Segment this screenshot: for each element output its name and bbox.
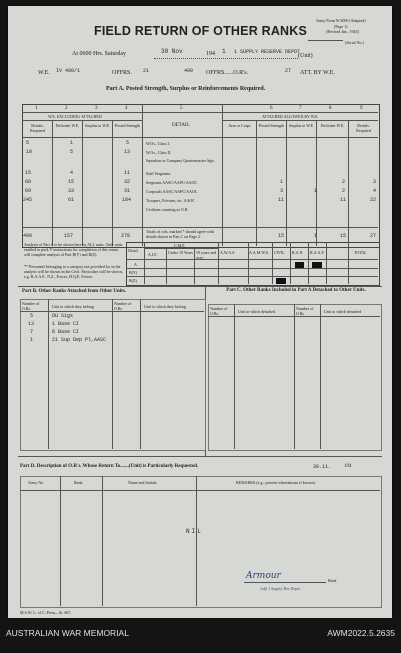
offrs-typed: 21 [143, 68, 150, 74]
analysis-row-a: A [134, 262, 137, 267]
part-b-col-number-2: Number of O.Rs. [114, 301, 132, 311]
part-a-title: Part A. Posted Strength, Surplus or Reinforcements Required. [106, 86, 266, 92]
footer-right: AWM2022.5.2635 [327, 628, 395, 638]
part-d-col-armyno: Army No. [28, 480, 45, 485]
analysis-raaf: R.A.A.F. [310, 250, 325, 255]
row-detail: Squadron or Company Quartermaster Sgts. [146, 158, 215, 163]
row-detail: W.Os., Class II. [146, 150, 172, 155]
col-num-2: 2 [65, 106, 68, 111]
printer-line: M.S.W. L. of C. Press—St. 667. [20, 610, 72, 615]
serial-label: (Serial No.) [345, 40, 364, 45]
row-posted-att: 11 [278, 197, 285, 203]
group-left-header: W.E. EXCLUDING ATTACHED [48, 114, 102, 119]
offrs-label: OFFRS. [112, 70, 132, 76]
part-d-date: 30.11. [313, 464, 332, 470]
row-deficient: 1 [70, 140, 74, 146]
row-detail: Staff Sergeants. [146, 171, 172, 176]
row-reinf-att: 4 [373, 188, 377, 194]
row-reinf: 10 [26, 149, 33, 155]
form-sheet [8, 6, 392, 618]
unit-label: (Unit) [298, 53, 313, 59]
col-num-5: 5 [180, 106, 183, 111]
total-reinf: 400 [23, 233, 33, 239]
row-deficient: 4 [70, 170, 74, 176]
row-posted: 31 [124, 188, 131, 194]
part-b-unit: 6 Base CI [52, 329, 80, 335]
row-posted: 13 [124, 149, 131, 155]
row-deficient-att: 2 [342, 179, 346, 185]
hdr-detail: DETAIL [172, 123, 190, 128]
att-by-we: ATT. BY W.E. [300, 70, 335, 76]
analysis-awas: A.W.A.S. [220, 250, 236, 255]
row-detail: Troopers, Privates, etc. AAOC [146, 198, 195, 203]
col-num-3: 3 [95, 106, 98, 111]
row-reinf: 15 [25, 170, 32, 176]
col-num-6: 6 [270, 106, 273, 111]
unit-typed: 1 SUPPLY RESERVE DEPOT [234, 49, 301, 55]
part-c-col-unit-2: Unit to which detached [324, 309, 362, 314]
row-posted-att: 3 [280, 188, 284, 194]
analysis-note: Analysis of Part A to be shown here by ALL units. Only units entitled to pack Y instructions for completion of this return will complete analysis of Part B(Y) and B(Z). [24, 242, 123, 257]
total-posted: 278 [121, 233, 131, 239]
hdr-surplus-att: Surplus to W.E. [288, 123, 315, 128]
hdr-surplus: Surplus to W.E. [84, 123, 111, 128]
col-num-7: 7 [299, 106, 302, 111]
part-d-col-rank: Rank [74, 480, 83, 485]
row-detail: Sergeants AASC/AAPC/AAOC [146, 180, 198, 185]
row-deficient: 33 [68, 188, 75, 194]
row-deficient-att: 11 [340, 197, 347, 203]
analysis-row-bz: B(Z) [129, 278, 137, 283]
page-title: FIELD RETURN OF OTHER RANKS [94, 24, 308, 38]
part-c-col-unit: Unit to which detached [238, 309, 276, 314]
row-posted-att: 1 [280, 179, 284, 185]
part-b-col-unit-2: Unit to which they belong [144, 304, 186, 309]
analysis-row-by: B(Y) [129, 270, 138, 275]
row-reinf: 60 [25, 179, 32, 185]
part-b-n: 13 [28, 321, 35, 327]
part-b-n: 5 [30, 313, 34, 319]
ors-we-typed: 400 [184, 68, 194, 74]
hdr-posted-att: Posted Strength [258, 123, 285, 128]
ors-att-typed: 27 [285, 68, 292, 74]
row-detail: Civilians counting as O.R. [146, 207, 189, 212]
total-posted-att: 15 [278, 233, 285, 239]
row-detail: Corporals AASC/AAPC/AAOC [146, 189, 198, 194]
part-b-unit: 21 Sup Dep Pl,AASC [52, 337, 107, 343]
total-surplus-att: 1 [314, 233, 318, 239]
part-b-col-number: Number of O.Rs. [22, 301, 40, 311]
footer-left: AUSTRALIAN WAR MEMORIAL [6, 628, 129, 638]
row-posted: 184 [122, 197, 132, 203]
total-deficient-att: 15 [340, 233, 347, 239]
row-reinf-att: 22 [370, 197, 377, 203]
row-detail: W.Os., Class I. [146, 141, 170, 146]
row-deficient: 15 [68, 179, 75, 185]
part-d-title: Part D. Description of O.R's. Whose Return To.......(Unit) is Particularly Requested. [20, 464, 199, 469]
hdr-deficient-att: Deficient W.E. [320, 123, 345, 128]
part-d-col-name: Name and Initials [128, 480, 157, 485]
row-surplus-att: 1 [314, 188, 318, 194]
part-b-title: Part B. Other Ranks Attached from Other Units. [22, 289, 127, 294]
part-d-entry: NIL [186, 528, 203, 535]
analysis-aif: A.I.F. [148, 252, 158, 257]
row-deficient: 61 [68, 197, 75, 203]
row-posted: 11 [124, 170, 131, 176]
signature-caption: Adjt 1 Supply Res Depot [260, 586, 301, 591]
row-deficient-att: 2 [342, 188, 346, 194]
year-prefix: 194 [206, 51, 215, 57]
part-c-col-number-2: Number of O.Rs. [296, 306, 314, 316]
part-b-col-unit: Unit to which they belong [52, 304, 94, 309]
row-deficient: 5 [70, 149, 74, 155]
part-c-title: Part C. Other Ranks Included in Part A Detached to Other Units. [226, 288, 366, 293]
row-posted: 32 [124, 179, 131, 185]
form-revised: (Revised Jan., 1943) [326, 29, 359, 34]
we-label: W.E. [38, 70, 50, 76]
part-b-n: 7 [30, 329, 34, 335]
hdr-posted: Posted Strength [114, 123, 141, 128]
row-reinf: 5 [26, 140, 30, 146]
year-digit: 1 [222, 48, 226, 55]
analysis-note-2: ** Personnel belonging to a category not provided for in the analysis will be shown in the Civil. Particulars will be shown, e.g. R.A.A.F., N.Z., Forces, H.Q.E. Forces. [24, 264, 123, 279]
form-page: (Page 1) [334, 24, 348, 29]
row-posted: 5 [126, 140, 130, 146]
analysis-ran: R.A.N. [292, 250, 304, 255]
col-num-1: 1 [35, 106, 38, 111]
part-c-col-number: Number of O.Rs. [210, 306, 228, 316]
at-label: At 0600 Hrs. Saturday [72, 51, 126, 57]
part-d-year: 194 [344, 464, 352, 469]
adjutant-signature: Armour [246, 571, 281, 581]
part-b-unit: 1 Base CI [52, 321, 80, 327]
totals-label: Totals of cols. marked * should agree with details shown in Part C on Page 2. [146, 229, 214, 239]
analysis-detail: Detail [128, 248, 138, 253]
analysis-19over: 19 years and over [196, 250, 217, 260]
row-reinf: 69 [25, 188, 32, 194]
col-num-4: 4 [125, 106, 128, 111]
form-number: Army Form W.3009 (Adapted) [316, 18, 366, 23]
part-b-n: 1 [30, 337, 34, 343]
date-typed: 30 Nov [161, 48, 183, 55]
total-reinf-att: 27 [370, 233, 377, 239]
we-typed: IV 400/1 [56, 68, 81, 74]
row-reinf-att: 3 [373, 179, 377, 185]
col-num-9: 9 [360, 106, 363, 111]
part-b-unit: DU Sigs [52, 313, 74, 319]
analysis-total: TOTAL [354, 250, 367, 255]
analysis-civil: CIVIL [274, 250, 285, 255]
analysis-aamws: A.A.M.W.S. [249, 250, 269, 255]
analysis-under19: Under 19 Years [168, 250, 193, 255]
rank-label: Rank [328, 578, 337, 583]
part-d-col-remarks: REMARKS (e.g., present whereabouts if known). [236, 480, 316, 485]
hdr-reinf-att: Reinfts. Required [356, 123, 371, 133]
hdr-deficient: Deficient W.E. [55, 123, 80, 128]
col-num-8: 8 [329, 106, 332, 111]
total-deficient: 157 [64, 233, 74, 239]
analysis-cmf: C.M.F. [174, 243, 186, 248]
row-reinf: 245 [23, 197, 33, 203]
hdr-arm-corps: Arm or Corps [228, 123, 251, 128]
group-right-header: ATTACHED ALLOWED BY W.E. [262, 114, 319, 119]
hdr-reinf: Reinfts. Required [30, 123, 45, 133]
offrs2-label: OFFRS......O.R's. [206, 70, 249, 76]
